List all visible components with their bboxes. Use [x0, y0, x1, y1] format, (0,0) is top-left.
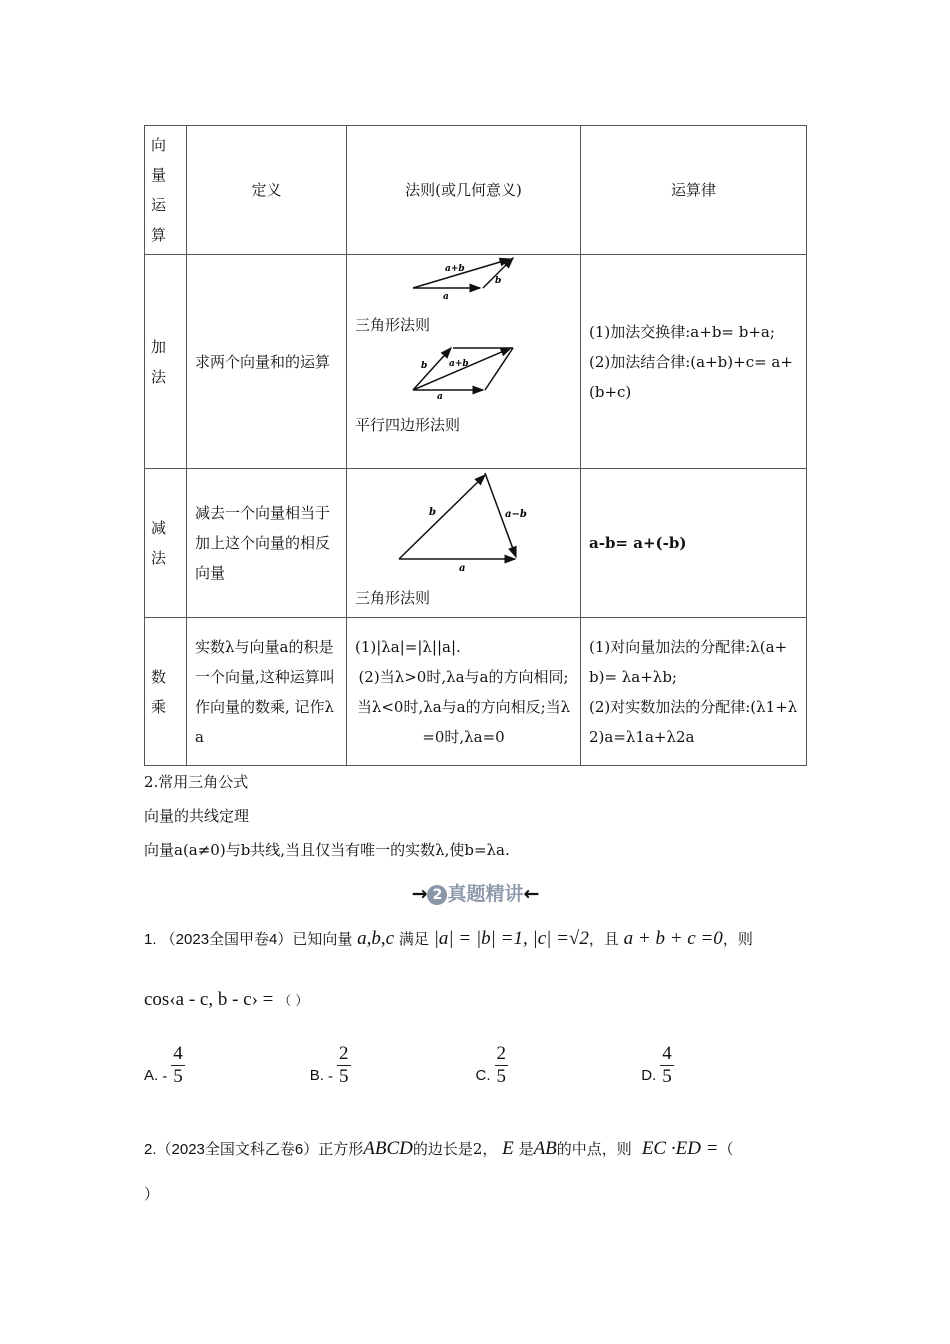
option-a[interactable] — [144, 1043, 310, 1088]
banner-title: 真题精讲 — [447, 883, 524, 905]
theorem-text: 向量a(a≠0)与b共线,当且仅当有唯一的实数λ,使b=λa. — [144, 841, 510, 859]
header-cell: 定义 — [187, 126, 347, 255]
document-body — [144, 125, 807, 1211]
rule-text: 三角形法则 — [355, 316, 431, 334]
op-cell: 减法 — [145, 469, 187, 618]
rule-text: 平行四边形法则 — [355, 416, 461, 434]
q1-text: ，且 — [588, 930, 619, 948]
label: a+b — [445, 264, 465, 274]
q1-condition: |a| = |b| =1, |c| =√2 — [433, 928, 589, 949]
q1-expression: cos‹a - c, b - c› = — [144, 989, 274, 1010]
label: a+b — [449, 359, 469, 369]
arrow-left-icon: ← — [523, 883, 540, 905]
option-label: D. — [641, 1067, 657, 1084]
rule-cell — [347, 618, 581, 766]
option-d[interactable] — [641, 1043, 807, 1088]
question-2 — [144, 1132, 807, 1167]
definition-cell: 求两个向量和的运算 — [187, 255, 347, 469]
option-label: C. — [475, 1067, 491, 1084]
op-cell: 数乘 — [145, 618, 187, 766]
law-cell — [581, 255, 807, 469]
q1-vars: a,b,c — [357, 928, 395, 949]
section-banner — [144, 880, 807, 908]
q1-prefix: 1. （2023全国甲卷4）已知向量 — [144, 931, 353, 948]
option-sign: - — [162, 1067, 168, 1085]
rule-text: 三角形法则 — [355, 589, 431, 607]
op-cell: 加法 — [145, 255, 187, 469]
label: b — [429, 507, 436, 518]
section-heading: 2.常用三角公式 — [144, 773, 249, 791]
arrow-right-icon: → — [411, 883, 428, 905]
law-text: (2)对实数加法的分配律:(λ1+λ2)a=λ1a+λ2a — [589, 697, 798, 746]
option-fraction: $\frac{2}{5}$ — [496, 1043, 506, 1087]
vector-operations-table — [144, 125, 807, 766]
option-c[interactable] — [476, 1043, 642, 1088]
q2-answer-blank: （ — [718, 1140, 734, 1158]
header-cell: 运算律 — [581, 126, 807, 255]
label: a — [437, 392, 443, 400]
law-cell — [581, 618, 807, 766]
rule-cell — [347, 255, 581, 469]
parallelogram-diagram — [355, 340, 555, 400]
rule-cell — [347, 469, 581, 618]
label: b — [495, 276, 502, 286]
definition-cell: 实数λ与向量a的积是一个向量,这种运算叫作向量的数乘, 记作λa — [187, 618, 347, 766]
q1-answer-blank: （ ） — [278, 994, 309, 1009]
label: b — [421, 361, 428, 371]
subtraction-triangle-diagram — [355, 469, 555, 573]
triangle-addition-diagram — [355, 255, 555, 300]
q2-prefix: 2.（2023全国文科乙卷6）正方形 — [144, 1141, 364, 1158]
law-text: (1)加法交换律:a+b= b+a; — [589, 322, 775, 341]
table-row — [145, 255, 807, 469]
option-fraction: $\frac{4}{5}$ — [173, 1043, 183, 1087]
q2-text: 是 — [518, 1140, 534, 1158]
q1-text: ，则 — [722, 930, 753, 948]
question-1 — [144, 922, 807, 957]
q2-answer-blank-close: ） — [144, 1185, 160, 1203]
answer-options — [144, 1043, 807, 1088]
q2-var: E — [502, 1138, 514, 1159]
table-row — [145, 618, 807, 766]
label: a−b — [505, 509, 527, 520]
header-cell: 法则(或几何意义) — [347, 126, 581, 255]
question-1-expression — [144, 983, 807, 1019]
definition-cell: 减去一个向量相当于加上这个向量的相反向量 — [187, 469, 347, 618]
option-fraction: $\frac{2}{5}$ — [339, 1043, 349, 1087]
option-label: B. — [309, 1067, 324, 1084]
q1-equation: a + b + c =0 — [623, 928, 723, 949]
number-badge: 2 — [427, 885, 447, 905]
q2-text: 的中点，则 — [556, 1140, 632, 1158]
q2-expression: EC ·ED = — [641, 1138, 719, 1159]
option-sign: - — [327, 1067, 334, 1085]
option-label: A. — [144, 1067, 159, 1084]
label: a — [443, 292, 449, 300]
law-cell: a-b= a+(-b) — [581, 469, 807, 618]
label: a — [459, 563, 466, 573]
option-fraction: $\frac{4}{5}$ — [662, 1043, 672, 1087]
rule-text: (2)当λ>0时,λa与a的方向相同;当λ<0时,λa与a的方向相反;当λ=0时,λa=0 — [356, 667, 571, 746]
law-text: (2)加法结合律:(a+b)+c= a+(b+c) — [589, 352, 793, 401]
q2-var: ABCD — [363, 1138, 413, 1159]
q1-text: 满足 — [398, 930, 429, 948]
table-row — [145, 469, 807, 618]
rule-text: (1)|λa|=|λ||a|. — [355, 637, 461, 656]
header-cell: 向量运算 — [145, 126, 187, 255]
q2-text: 的边长是2， — [412, 1140, 498, 1158]
option-b[interactable] — [310, 1043, 476, 1088]
section-subheading: 向量的共线定理 — [144, 807, 250, 825]
table-header-row — [145, 126, 807, 255]
q2-var: AB — [533, 1138, 557, 1159]
law-text: (1)对向量加法的分配律:λ(a+b)= λa+λb; — [589, 637, 788, 686]
